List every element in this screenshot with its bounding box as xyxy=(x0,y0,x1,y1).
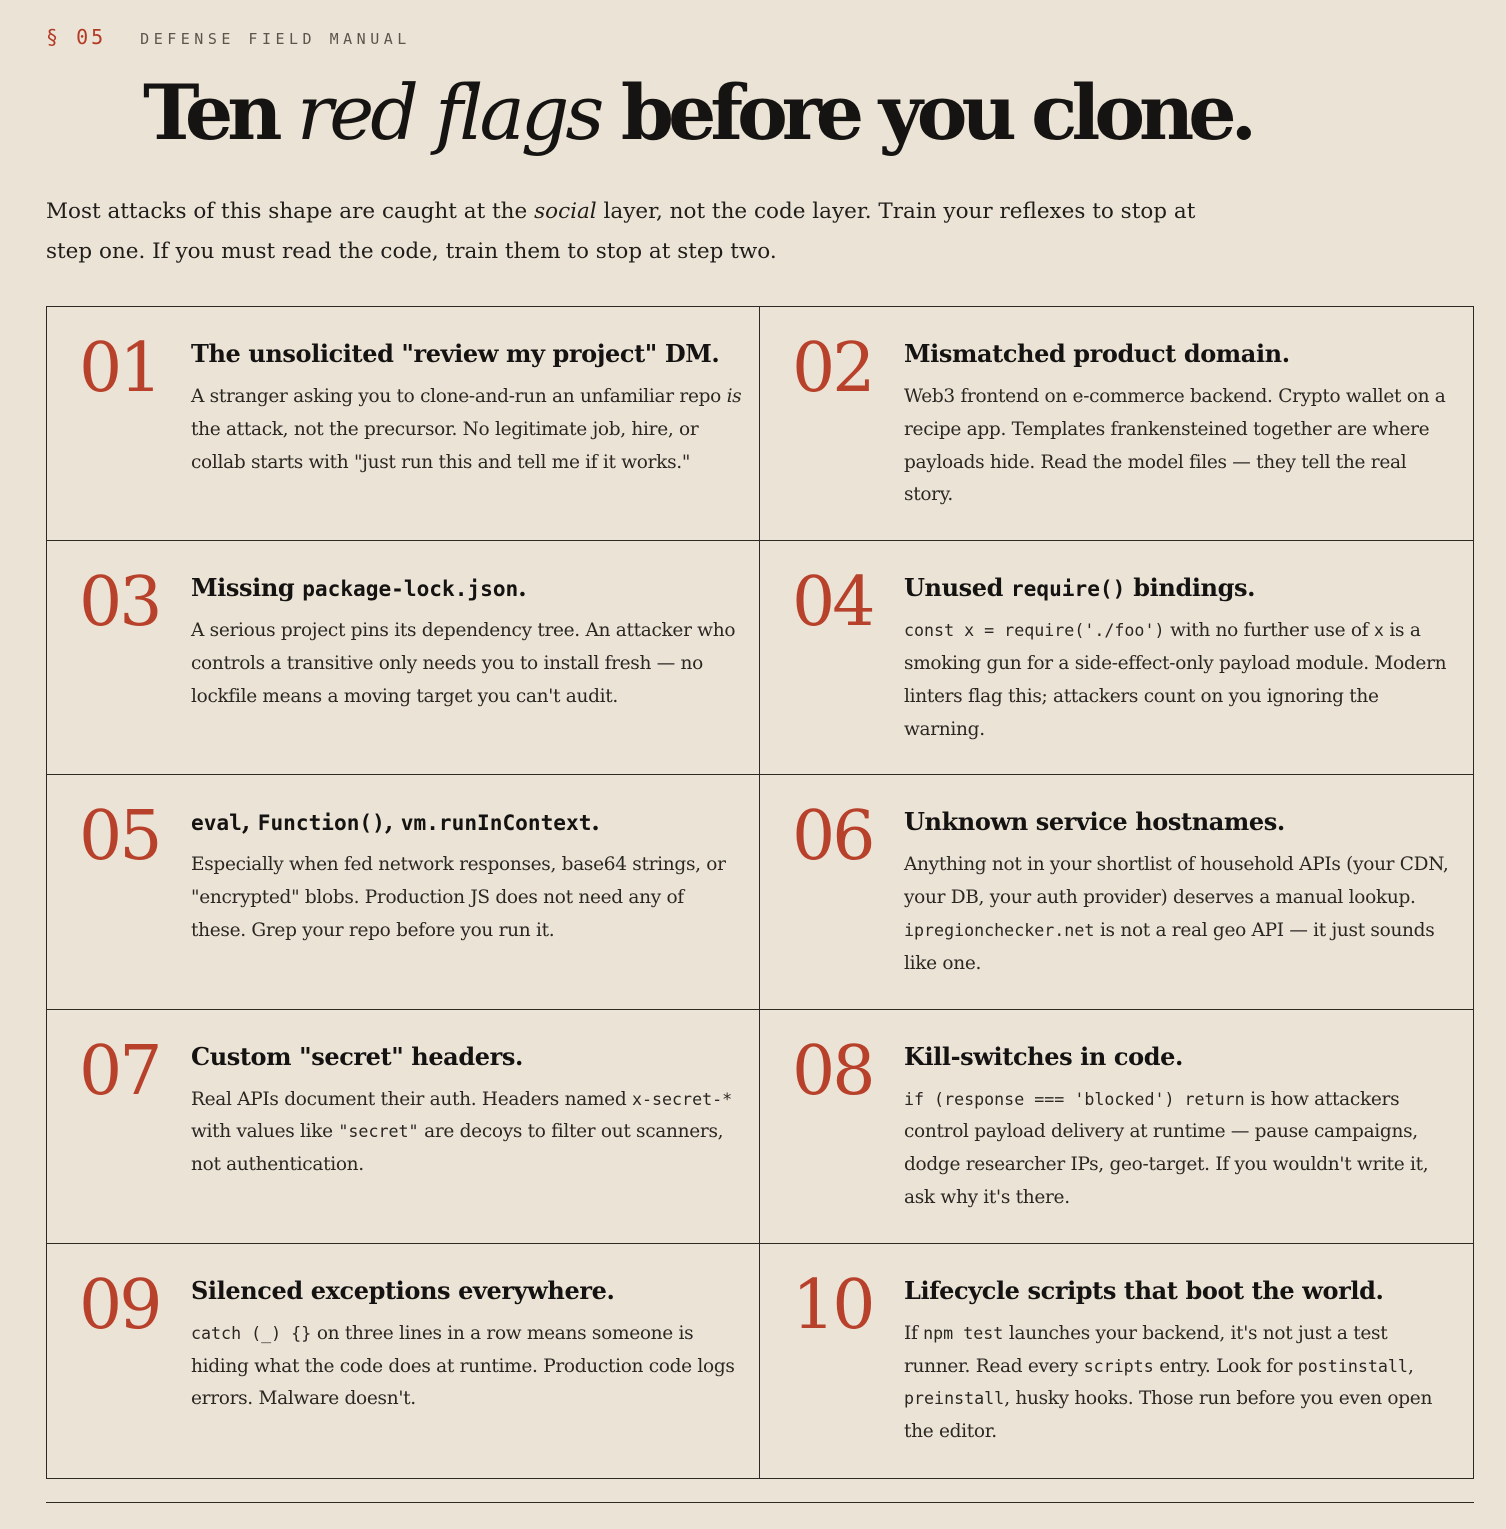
flag-description xyxy=(904,381,1456,512)
flag-description xyxy=(904,1084,1456,1215)
title-part-2: before you clone. xyxy=(600,68,1252,157)
flag-text: is a smoking gun for a side-effect-only payload module. Modern linters flag this; attackers count on you ignoring the warning. xyxy=(904,620,1447,740)
flag-card xyxy=(47,1010,760,1244)
flag-text: Web3 frontend on e-commerce backend. Crypto wallet on a recipe app. Templates frankensteined together are where payloads hide. Read the model files — they tell the real story. xyxy=(904,386,1446,506)
flag-title-text: Lifecycle scripts that boot the world. xyxy=(904,1275,1384,1305)
flag-card xyxy=(760,541,1473,775)
flag-code-snippet: npm test xyxy=(923,1323,1004,1343)
flag-card xyxy=(47,775,760,1009)
flag-number: 06 xyxy=(792,797,873,877)
flag-title-text: Custom "secret" headers. xyxy=(191,1041,523,1071)
flag-number: 07 xyxy=(79,1031,160,1111)
flag-title-text: . xyxy=(518,573,527,603)
flag-card xyxy=(47,1244,760,1478)
flag-title xyxy=(904,1042,1452,1072)
flag-text: Real APIs document their auth. Headers named xyxy=(191,1088,632,1110)
flag-title-code: vm.runInContext xyxy=(400,810,592,836)
flag-code-snippet: const x = require('./foo') xyxy=(904,621,1165,641)
flag-description xyxy=(191,381,743,479)
flag-title-text: The unsolicited "review my project" DM. xyxy=(191,339,720,368)
flag-title xyxy=(191,573,739,604)
flag-title-text: , xyxy=(384,807,401,837)
flag-text: with no further use of xyxy=(1164,620,1374,642)
flag-text: on three lines in a row means someone is hiding what the code does at runtime. Production code logs errors. Malware doesn't. xyxy=(191,1322,735,1410)
flag-number: 02 xyxy=(792,329,873,408)
flag-number: 01 xyxy=(79,329,160,408)
flag-text: is how attackers control payload delivery at runtime — pause campaigns, dodge researcher IPs, geo-target. If you wouldn't write it, ask why it's there. xyxy=(904,1088,1429,1208)
flag-code-snippet: preinstall xyxy=(904,1389,1005,1409)
section-number: § 05 xyxy=(46,25,107,49)
flag-card xyxy=(760,1010,1473,1244)
flag-code-snippet: scripts xyxy=(1083,1356,1154,1376)
flag-text: are decoys to filter out scanners, not authentication. xyxy=(191,1121,724,1176)
flag-card xyxy=(760,307,1473,541)
flag-number: 10 xyxy=(792,1265,873,1345)
flag-description xyxy=(904,1318,1456,1449)
flag-emphasis: is xyxy=(726,386,742,407)
flag-code-snippet: x xyxy=(1373,621,1384,641)
flag-number: 09 xyxy=(79,1265,160,1345)
flag-number: 03 xyxy=(79,563,160,643)
flag-card xyxy=(47,541,760,775)
bottom-divider xyxy=(46,1502,1474,1503)
flag-text: launches your backend, it's not just a test runner. Read every xyxy=(904,1322,1388,1377)
flag-code-snippet: ipregionchecker.net xyxy=(904,920,1095,940)
flag-title-text: Kill-switches in code. xyxy=(904,1041,1183,1071)
flag-title-code: Function() xyxy=(257,810,385,836)
flag-code-snippet: if (response === 'blocked') return xyxy=(904,1089,1245,1109)
flag-card xyxy=(47,307,760,541)
flag-text: , husky hooks. Those run before you even open the editor. xyxy=(904,1388,1433,1443)
flag-code-snippet: postinstall xyxy=(1297,1356,1408,1376)
flag-title-text: Mismatched product domain. xyxy=(904,339,1290,368)
flag-title-text: . xyxy=(591,807,600,837)
flag-title xyxy=(904,807,1452,837)
flag-text: entry. Look for xyxy=(1153,1355,1298,1377)
flag-description xyxy=(191,1084,743,1182)
flag-text: Especially when fed network responses, base64 strings, or "encrypted" blobs. Production JS does not need any of these. Grep your repo before you run it. xyxy=(191,854,726,941)
flag-description xyxy=(191,615,743,713)
flag-text: with values like xyxy=(191,1121,339,1143)
flag-description xyxy=(904,615,1456,746)
flag-title xyxy=(191,1276,739,1306)
flag-text: A stranger asking you to clone-and-run an unfamiliar repo xyxy=(191,386,727,407)
flag-title xyxy=(191,1042,739,1072)
flag-text: , xyxy=(1407,1355,1414,1377)
flag-text: If xyxy=(904,1322,924,1344)
flag-number: 05 xyxy=(79,797,160,877)
intro-paragraph xyxy=(46,192,1196,272)
intro-text-a: Most attacks of this shape are caught at the xyxy=(46,199,535,224)
flag-code-snippet: "secret" xyxy=(338,1122,419,1142)
section-kicker xyxy=(46,25,411,49)
flag-text: A serious project pins its dependency tree. An attacker who controls a transitive only needs you to install fresh — no lockfile means a moving target you can't audit. xyxy=(191,620,736,707)
flag-number: 04 xyxy=(792,563,873,643)
title-italic: red flags xyxy=(296,68,601,157)
flag-text: Anything not in your shortlist of household APIs (your CDN, your DB, your auth provider) deserves a manual lookup. xyxy=(904,854,1449,909)
flag-description xyxy=(904,849,1456,980)
flag-title-text: Silenced exceptions everywhere. xyxy=(191,1275,615,1305)
flag-description xyxy=(191,849,743,947)
flag-card xyxy=(760,1244,1473,1478)
flag-code-snippet: x-secret-* xyxy=(631,1089,733,1109)
flag-title-text: Missing xyxy=(191,573,303,603)
flag-title xyxy=(904,339,1452,369)
flag-title-text: Unknown service hostnames. xyxy=(904,807,1285,837)
flag-title-text: Unused xyxy=(904,573,1011,603)
flag-title-text: , xyxy=(241,807,258,837)
flag-text: the attack, not the precursor. No legitimate job, hire, or collab starts with "just run this and tell me if it works." xyxy=(191,418,699,473)
intro-text-b: layer, not the code layer. Train your reflexes to stop at step one. If you must read the code, train them to stop at step two. xyxy=(46,199,1196,264)
intro-italic: social xyxy=(534,199,597,224)
flag-title-code: require() xyxy=(1010,576,1126,602)
flag-number: 08 xyxy=(792,1031,873,1111)
flag-title xyxy=(904,1276,1452,1306)
section-label: DEFENSE FIELD MANUAL xyxy=(140,30,411,48)
page-title xyxy=(143,58,1251,168)
flag-description xyxy=(191,1318,743,1416)
flag-text: is not a real geo API — it just sounds like one. xyxy=(904,919,1435,974)
flag-title-code: package-lock.json xyxy=(302,576,519,602)
red-flags-grid xyxy=(46,306,1474,1479)
flag-title-code: eval xyxy=(191,810,242,836)
flag-title xyxy=(904,573,1452,604)
title-part-1: Ten xyxy=(143,68,297,157)
flag-title-text: bindings. xyxy=(1125,573,1256,603)
flag-title xyxy=(191,807,739,838)
flag-title xyxy=(191,339,739,369)
flag-card xyxy=(760,775,1473,1009)
flag-code-snippet: catch (_) {} xyxy=(191,1323,312,1343)
